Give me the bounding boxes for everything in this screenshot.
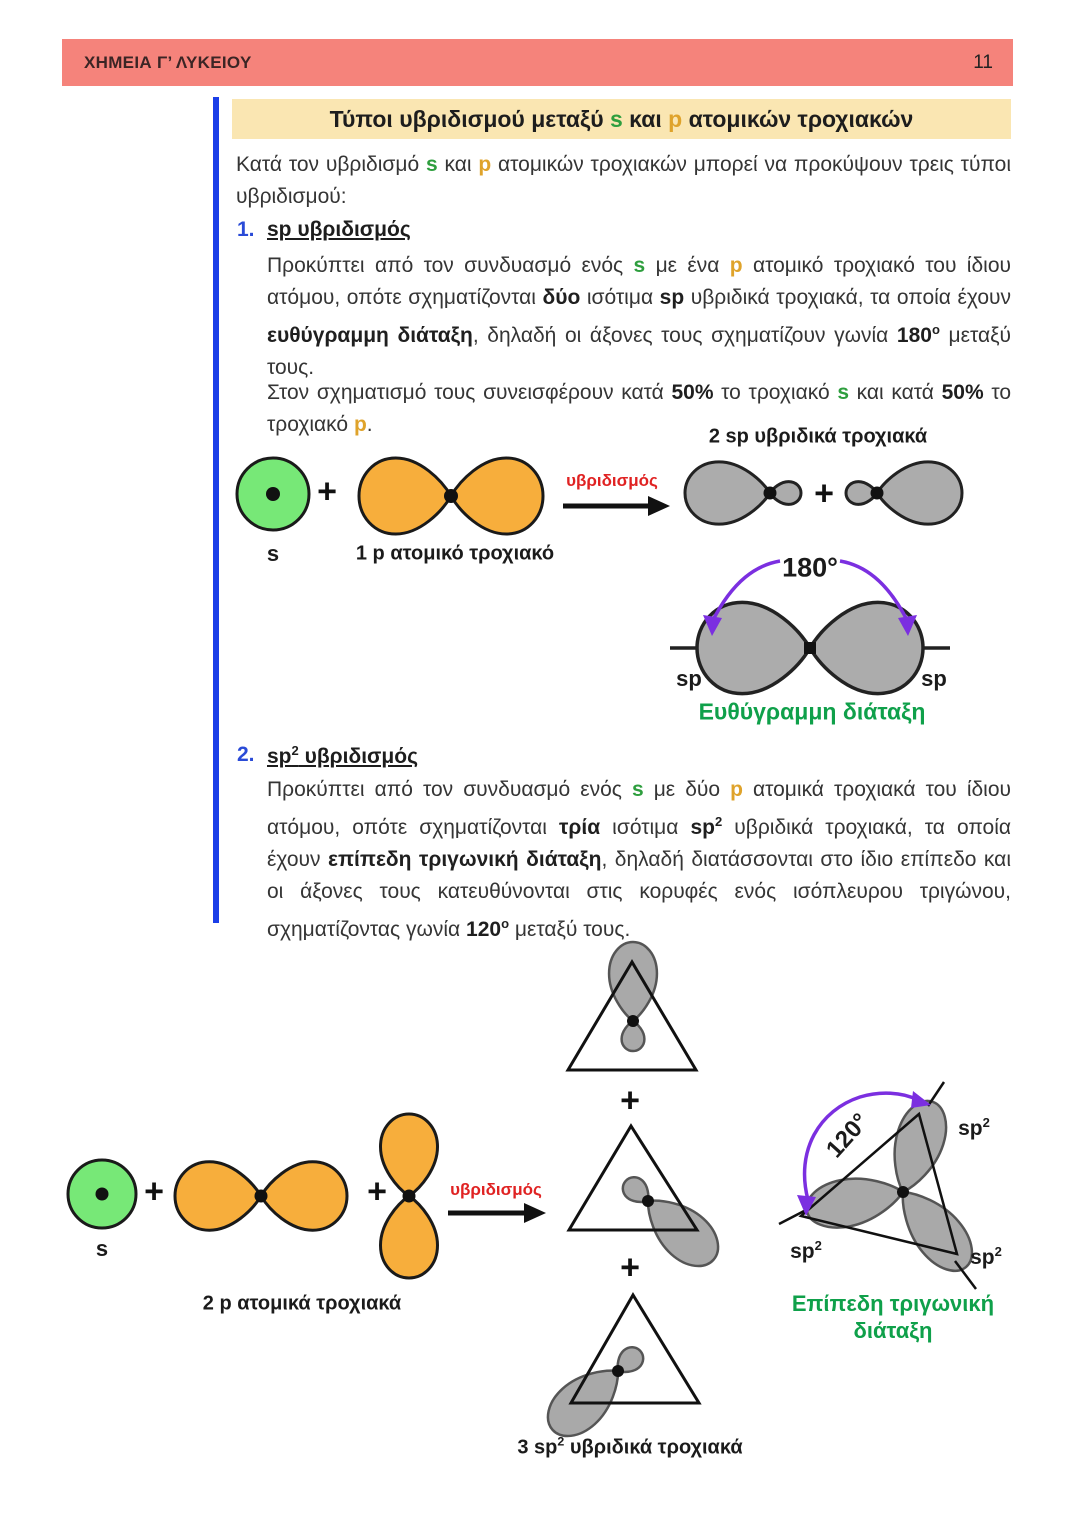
p-symbol: p: [478, 153, 492, 176]
s-orbital-label: s: [95, 1236, 109, 1261]
page-title: ΧΗΜΕΙΑ Γ’ ΛΥΚΕΙΟΥ: [84, 52, 252, 72]
linear-arrangement-caption: Ευθύγραμμη διάταξη: [698, 698, 926, 725]
sp-label-left: sp: [676, 666, 702, 691]
hybridization-arrow-2: [448, 1203, 546, 1223]
plus-sign: +: [317, 472, 337, 511]
p-orbital-vertical: [381, 1114, 438, 1278]
p-symbol: p: [729, 254, 743, 277]
s-symbol: s: [631, 778, 644, 801]
page-number: 11: [973, 51, 993, 73]
plus-sign: +: [620, 1248, 640, 1287]
section-title-box: [232, 99, 1011, 139]
s-orbital-diagram-2: [68, 1160, 136, 1228]
plus-sign: +: [367, 1172, 387, 1211]
hybridization-arrow-1: [563, 496, 670, 516]
node-dot: [627, 1015, 639, 1027]
p-symbol: p: [668, 105, 683, 132]
angle-120-label: 120°: [820, 1108, 875, 1164]
linear-arrangement-figure: [670, 602, 950, 693]
list-number-2: 2.: [237, 743, 255, 766]
p-orbital-label: 1 p ατομικό τροχιακό: [355, 542, 555, 565]
trigonal-caption-line2: διάταξη: [853, 1318, 933, 1343]
plus-sign: +: [814, 474, 834, 513]
side-rule: [213, 97, 219, 923]
sp2-label-left: $sp^2$: [790, 1238, 822, 1263]
s-symbol: s: [633, 254, 646, 277]
s-symbol: s: [837, 381, 849, 404]
trigonal-caption-line1: Επίπεδη τριγωνική: [791, 1291, 995, 1316]
s-symbol: s: [425, 153, 438, 176]
intro-paragraph: Κατά τον υβριδισμό s και p ατομικών τροχιακών μπορεί να προκύψουν τρεις τύποι υβριδισμού:: [236, 153, 1012, 208]
s-orbital-diagram-1: [237, 458, 309, 530]
sp-paragraph-1: Προκύπτει από τον συνδυασμό ενός s με ένα p ατομικό τροχιακό του ίδιου ατόμου, οπότε σχηματίζονται δύο ισότιμα sp υβριδικά τροχιακά, τα οποία έχουν ευθύγραμμη διάταξη, δηλαδή οι άξονες τους σχηματίζουν γωνία $180^o$ μεταξύ τους.: [267, 254, 1011, 379]
node-dot: [642, 1195, 654, 1207]
node-dot: [612, 1365, 624, 1377]
list-number-1: 1.: [237, 218, 255, 241]
p-symbol: p: [353, 413, 367, 436]
sp2-hybrids-label: 3 $sp^2$ υβριδικά τροχιακά: [517, 1434, 743, 1459]
p-orbital-horizontal: [175, 1162, 347, 1230]
angle-180-label: 180°: [782, 552, 838, 583]
section-title: Τύποι υβριδισμού μεταξύ s και p ατομικών τροχιακών: [329, 105, 914, 132]
heading-sp: sp υβριδισμός: [267, 218, 411, 241]
p-symbol: p: [730, 778, 743, 801]
plus-sign: +: [144, 1172, 164, 1211]
arc-arrowhead-top: [911, 1091, 931, 1108]
sp2-label-top: $sp^2$: [958, 1115, 990, 1140]
plus-sign: +: [620, 1081, 640, 1120]
hybridization-arrow-label: υβριδισμός: [450, 1180, 542, 1199]
sp-paragraph-2: Στον σχηματισμό τους συνεισφέρουν κατά 50% το τροχιακό s και κατά 50% το τροχιακό p.: [267, 381, 1011, 436]
sp2-label-right: $sp^2$: [970, 1244, 1002, 1269]
hybridization-arrow-label: υβριδισμός: [566, 471, 658, 490]
p-orbital-diagram-1: [359, 458, 543, 534]
sp-label-right: sp: [921, 666, 947, 691]
sp2-paragraph: Προκύπτει από τον συνδυασμό ενός s με δύο p ατομικά τροχιακά του ίδιου ατόμου, οπότε σχηματίζονται τρία ισότιμα $sp^2$ υβριδικά τροχιακά, τα οποία έχουν επίπεδη τριγωνική διάταξη, δηλαδή διατάσσονται στο ίδιο επίπεδο και οι άξονες τους κατευθύνονται στις κορυφές ενός ισόπλευρου τριγώνου, σχηματίζοντας γωνία $120^o$ μεταξύ τους.: [267, 778, 1011, 941]
p-orbitals-label: 2 p ατομικά τροχιακά: [202, 1292, 402, 1315]
heading-sp2: $sp^2$ υβριδισμός: [267, 743, 418, 768]
node-dot: [897, 1186, 909, 1198]
s-orbital-label: s: [266, 541, 280, 566]
s-symbol: s: [609, 105, 623, 132]
header-bar: [62, 39, 1013, 86]
sp-hybrids-label: 2 sp υβριδικά τροχιακά: [708, 425, 928, 448]
